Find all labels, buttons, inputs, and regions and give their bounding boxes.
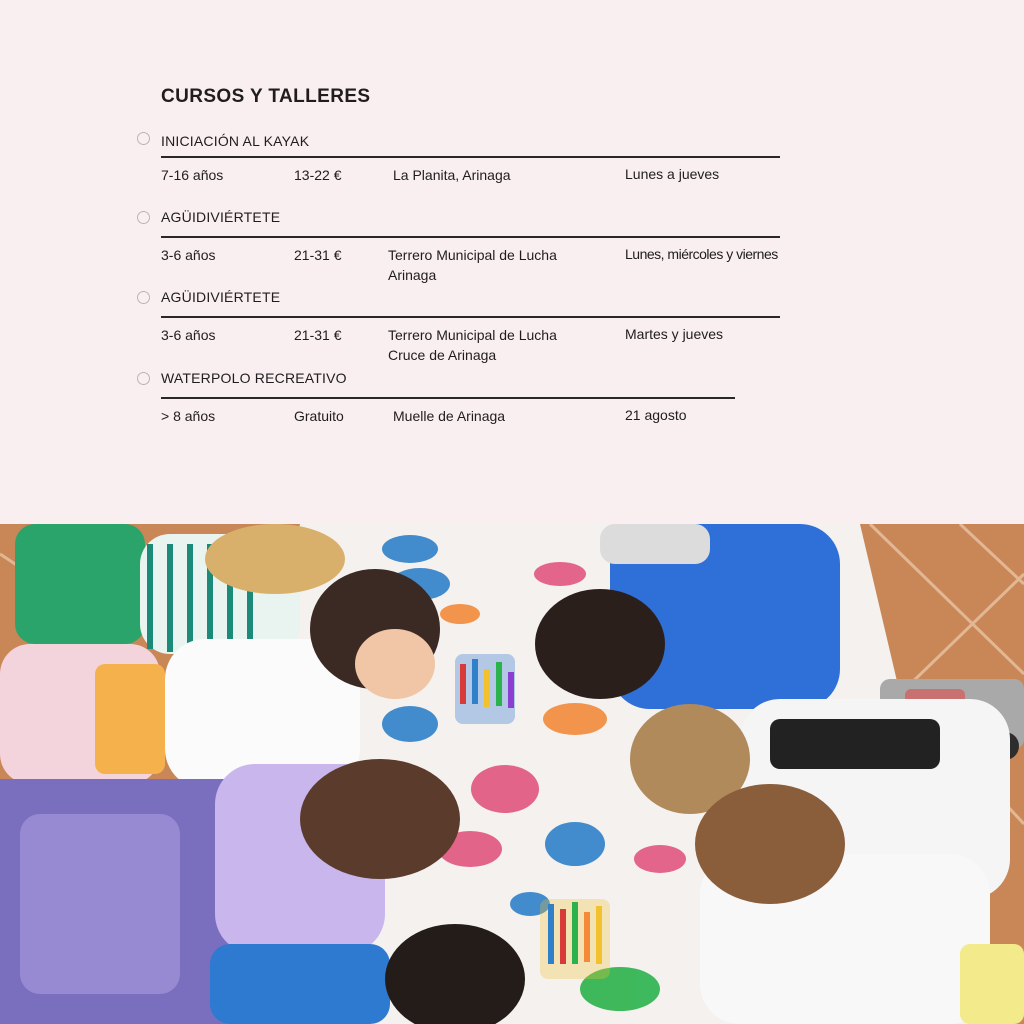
course-price: 21-31 € [294, 247, 342, 263]
course-age: 3-6 años [161, 327, 216, 343]
radio-circle-icon[interactable] [137, 291, 150, 304]
course-name: WATERPOLO RECREATIVO [161, 370, 347, 386]
course-name: INICIACIÓN AL KAYAK [161, 133, 310, 149]
course-place: Terrero Municipal de Lucha [388, 327, 557, 343]
radio-circle-icon[interactable] [137, 211, 150, 224]
course-days: Lunes a jueves [625, 166, 720, 182]
divider [161, 236, 780, 238]
course-age: 3-6 años [161, 247, 216, 263]
divider [161, 316, 780, 318]
children-drawing-photo [0, 524, 1024, 1024]
course-price: 21-31 € [294, 327, 342, 343]
course-place-line2: Arinaga [388, 267, 437, 283]
course-days: Martes y jueves [625, 326, 724, 342]
course-days: Lunes, miércoles y viernes [625, 246, 778, 262]
divider [161, 397, 735, 399]
radio-circle-icon[interactable] [137, 372, 150, 385]
divider [161, 156, 780, 158]
course-name: AGÜIDIVIÉRTETE [161, 209, 281, 225]
radio-circle-icon[interactable] [137, 132, 150, 145]
course-age: 7-16 años [161, 167, 224, 183]
course-place: Terrero Municipal de Lucha [388, 247, 557, 263]
course-place: Muelle de Arinaga [393, 408, 506, 424]
course-place: La Planita, Arinaga [393, 167, 511, 183]
course-age: > 8 años [161, 408, 216, 424]
course-days: 21 agosto [625, 407, 687, 423]
course-name: AGÜIDIVIÉRTETE [161, 289, 281, 305]
section-title: CURSOS Y TALLERES [161, 86, 371, 107]
course-price: 13-22 € [294, 167, 342, 183]
course-place-line2: Cruce de Arinaga [388, 347, 497, 363]
course-price: Gratuito [294, 408, 344, 424]
